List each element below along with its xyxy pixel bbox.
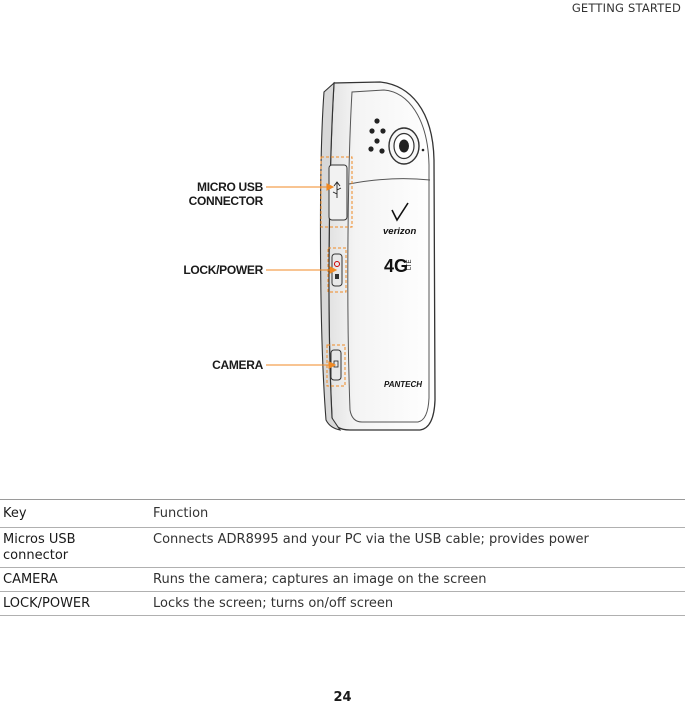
row-function: Connects ADR8995 and your PC via the USB cable; provides power	[153, 532, 589, 547]
table-header-row	[0, 500, 685, 528]
row-function: Runs the camera; captures an image on the screen	[153, 572, 487, 587]
row-key: Micros USB connector	[3, 532, 76, 563]
usb-port-icon	[329, 165, 347, 220]
camera-callout: CAMERA	[212, 358, 263, 372]
row-function: Locks the screen; turns on/off screen	[153, 596, 394, 611]
svg-text:LTE: LTE	[407, 259, 413, 270]
table-row	[0, 568, 685, 592]
svg-text:4G: 4G	[384, 256, 409, 276]
table-row	[0, 528, 685, 568]
svg-text:verizon: verizon	[383, 226, 417, 237]
page-number: 24	[333, 690, 352, 705]
header-key: Key	[3, 506, 27, 521]
micro-usb-callout: MICRO USB CONNECTOR	[188, 180, 263, 208]
row-key: LOCK/POWER	[3, 596, 91, 611]
brand-logo: PANTECH	[384, 380, 423, 389]
lock-power-callout: LOCK/POWER	[183, 263, 263, 277]
key-function-table	[0, 499, 685, 616]
table-row	[0, 592, 685, 616]
section-header: GETTING STARTED	[571, 1, 681, 15]
row-key: CAMERA	[3, 572, 58, 587]
header-function: Function	[153, 506, 209, 521]
